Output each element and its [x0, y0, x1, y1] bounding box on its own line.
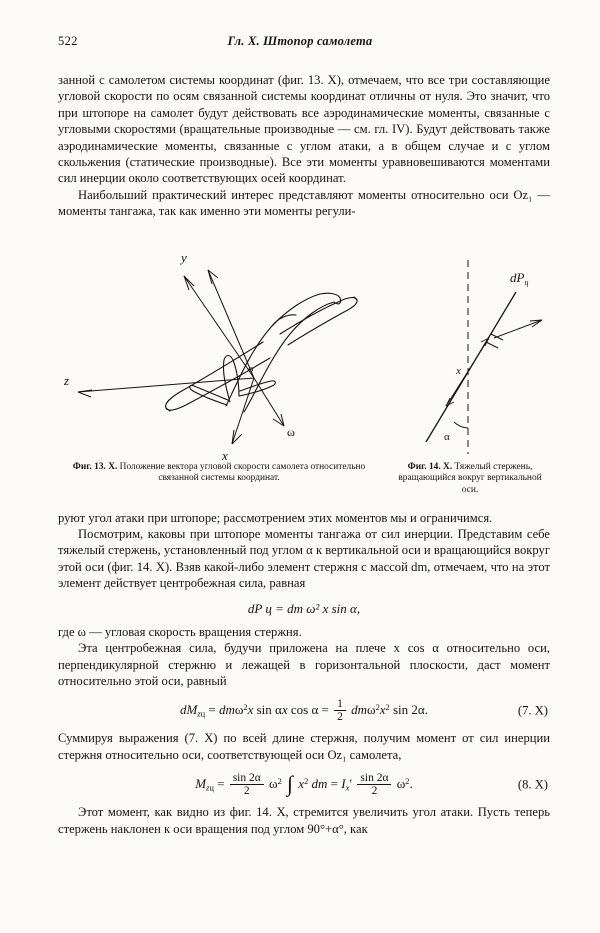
figure-14-caption-number: Фиг. 14. X.: [407, 461, 453, 472]
page-header: [58, 34, 550, 54]
figure-13-label-y: y: [181, 249, 187, 265]
figure-14-label-force: $dP_ц$: [510, 269, 529, 287]
figure-14-label-angle: α: [444, 430, 450, 443]
figure-13-caption: [66, 462, 372, 485]
formula-centrifugal-force: [58, 601, 550, 617]
figure-13-label-z: z: [64, 372, 70, 388]
formula-8x-body: $M_{zц}$ = $\frac{\sin 2\alpha}{2}$ $\omega^2$ ∫ $x^2$ dm = $I_x'$ $\frac{\sin 2\alpha}{2}$ $\omega^2$.: [195, 770, 413, 798]
fraction-one-half: $\frac{1}{2}$: [334, 698, 346, 723]
formula-7x-number: (7. X): [517, 703, 548, 718]
figure-14-illustration: [390, 256, 550, 466]
figure-13-label-origin: o: [248, 362, 254, 375]
figure-13-label-omega: ω: [287, 424, 295, 439]
paragraph-1: занной с самолетом системы координат (фиг. 13. X), отмечаем, что все три составляющие угловой скорости по осям связанной системы координат отличны от нуля. Это значит, что при штопоре на самолет будут действовать все аэродинамические моменты, связанные с угловыми скоростями (вращательные производные — см. гл. IV). Будут действовать также аэродинамические моменты, связанные с углом атаки, а в общем случае и с углом скольжения (статические производные). Все эти моменты уравновешиваются моментами сил инерции около соответствующих осей координат.: [58, 73, 550, 186]
formula-8x-number: (8. X): [517, 777, 548, 792]
paragraph-3: руют угол атаки при штопоре; рассмотрением этих моментов мы и ограничимся.: [58, 510, 493, 525]
paragraph-6: Эта центробежная сила, будучи приложена на плече x cos α относительно оси, перпендикулярной стержню и лежащей в горизонтальной плоскости, даст момент относительно этой оси, равный: [58, 641, 550, 688]
fraction-sin2a-over-2b: $\frac{\sin 2\alpha}{2}$: [357, 772, 391, 797]
formula-centrifugal-force-text: dP ц = dm ω² x sin α,: [247, 600, 361, 616]
paragraph-4: Посмотрим, каковы при штопоре моменты тангажа от сил инерции. Представим себе тяжелый стержень, установленный под углом α к вертикальной оси и вращающийся вокруг этой оси (фиг. 14. X). Взяв какой-либо элемент стержня с массой dm, отмечаем, что на этот элемент действует центробежная сила, равная: [58, 527, 550, 591]
figure-13-caption-number: Фиг. 13. X.: [72, 461, 118, 472]
figure-14-caption: [394, 462, 546, 497]
page-number: 522: [58, 34, 78, 48]
paragraph-7: Суммируя выражения (7. X) по всей длине стержня, получим момент от сил инерции стержня относительно оси, соответствующей оси Oz₁ самолета,: [58, 731, 550, 762]
paragraph-8: Этот момент, как видно из фиг. 14. X, стремится увеличить угол атаки. Пусть теперь стержень наклонен к оси вращения под углом 90°+α°, как: [58, 805, 550, 836]
formula-8x: [58, 772, 550, 797]
figure-13-label-x: x: [222, 447, 228, 463]
paragraph-5: где ω — угловая скорость вращения стержня.: [58, 624, 302, 639]
integral-sign: ∫: [287, 770, 294, 796]
running-title: Гл. X. Штопор самолета: [227, 34, 373, 48]
fraction-sin2a-over-2: $\frac{\sin 2\alpha}{2}$: [230, 772, 264, 797]
page-content: [58, 34, 550, 837]
formula-7x: [58, 698, 550, 723]
figure-row: [58, 230, 550, 510]
figure-14-label-arm: x: [456, 364, 461, 377]
formula-7x-body: $dM_{zц} = dm\omega^2x$ sin αx cos α = $\frac{1}{2}$ $dm\omega^2x^2$ sin 2α.: [180, 698, 428, 724]
paragraph-2: Наибольший практический интерес представляют моменты относительно оси Oz₁ — моменты тангажа, так как именно эти моменты регули-: [58, 187, 550, 219]
figure-14-caption-text: Тяжелый стержень, вращающийся вокруг вертикальной оси.: [398, 461, 542, 495]
figure-13-caption-text: Положение вектора угловой скорости самолета относительно связанной системы координат.: [119, 461, 366, 484]
figure-13-illustration: [58, 230, 376, 468]
